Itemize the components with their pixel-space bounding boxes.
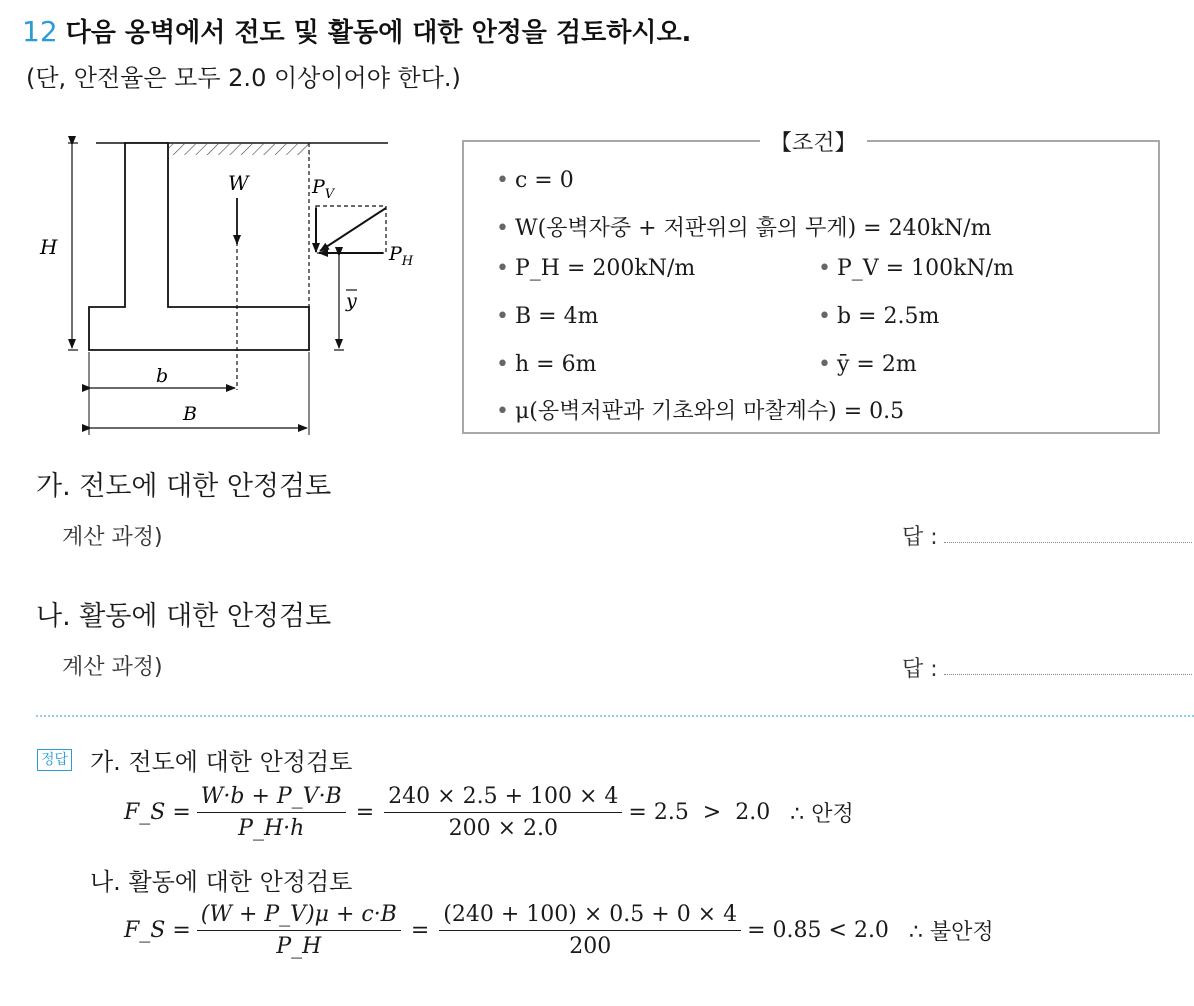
- condition-c: • c = 0: [496, 168, 574, 193]
- conditions-title: 【조건】: [760, 126, 867, 157]
- solution-a-fraction-numeric: [384, 784, 622, 841]
- label-H: H: [40, 235, 58, 259]
- answer-badge: 정답: [37, 749, 72, 771]
- question-a-answer-label: 답 :: [902, 525, 938, 550]
- solution-b-result: = 0.85 < 2.0: [747, 918, 889, 943]
- solution-b-conclusion: ∴ 불안정: [908, 920, 994, 945]
- solution-a-formula: F_S = $\frac{W\cdot b + P\_V\cdot B}{P\_H\cdot h}$ = $\frac{240 \times 2.5 + 100 \times 4}{200 \times 2.0}$ = 2.5 > 2.0 ∴ 안정: [124, 784, 854, 841]
- label-B: B: [183, 403, 197, 425]
- question-b-label: 나. 활동에 대한 안정검토: [36, 601, 332, 632]
- question-a-calc-label: 계산 과정): [62, 525, 163, 550]
- solution-a-heading: 가. 전도에 대한 안정검토: [90, 748, 353, 776]
- problem-note: (단, 안전율은 모두 2.0 이상이어야 한다.): [26, 64, 461, 92]
- problem-title: [22, 12, 691, 49]
- problem-title-text: 다음 옹벽에서 전도 및 활동에 대한 안정을 검토하시오.: [65, 18, 692, 48]
- solution-b-frac2-den: 200: [569, 934, 612, 959]
- soil-hatch: [168, 143, 310, 155]
- solution-b-fraction-numeric: [439, 902, 741, 959]
- question-b-answer-field[interactable]: [944, 674, 1192, 675]
- solution-a-lhs: F_S =: [124, 800, 191, 825]
- condition-B: • B = 4m: [496, 304, 599, 329]
- condition-b: • b = 2.5m: [818, 304, 940, 329]
- question-b-calc-label: 계산 과정): [62, 655, 163, 680]
- solution-a-fraction-symbolic: [197, 784, 346, 841]
- condition-W: • W(옹벽자중 + 저판위의 흙의 무게) = 240kN/m: [496, 216, 992, 241]
- solution-b-formula: F_S = $\frac{(W + P\_V)\mu + c\cdot B}{P\_H}$ = $\frac{(240 + 100) \times 0.5 + 0 \times 4}{200}$ = 0.85 < 2.0 ∴ 불안정: [124, 902, 994, 959]
- condition-PV: • P_V = 100kN/m: [818, 256, 1014, 281]
- solution-b-frac1-den: P_H: [276, 934, 322, 959]
- condition-h: • h = 6m: [496, 352, 597, 377]
- condition-mu: • μ(옹벽저판과 기초와의 마찰계수) = 0.5: [496, 399, 905, 424]
- label-W: W: [228, 171, 249, 195]
- solution-a-frac1-den: P_H·h: [238, 816, 305, 841]
- retaining-wall-diagram: [28, 130, 438, 445]
- label-b: b: [156, 365, 169, 387]
- solution-b-frac2-num: (240 + 100) × 0.5 + 0 × 4: [439, 902, 741, 931]
- question-a-answer-field[interactable]: [944, 542, 1192, 543]
- solution-b-frac1-num: (W + P_V)μ + c·B: [197, 902, 401, 931]
- solution-a-frac2-num: 240 × 2.5 + 100 × 4: [384, 784, 622, 813]
- solution-b-lhs: F_S =: [124, 918, 191, 943]
- label-ybar: y: [346, 290, 357, 312]
- solution-b-fraction-symbolic: [197, 902, 401, 959]
- solution-a-result: = 2.5 > 2.0: [628, 800, 771, 825]
- label-PH: $P_H$: [389, 243, 414, 269]
- section-divider: [36, 715, 1194, 717]
- problem-number: 12: [22, 15, 58, 48]
- question-a-label: 가. 전도에 대한 안정검토: [36, 471, 332, 502]
- wall-outline: [89, 143, 309, 350]
- solution-a-frac2-den: 200 × 2.0: [448, 816, 558, 841]
- question-b-answer-label: 답 :: [902, 657, 938, 682]
- solution-a-frac1-num: W·b + P_V·B: [197, 784, 346, 813]
- label-PV: $P_V$: [312, 176, 335, 202]
- condition-ybar: • ȳ = 2m: [818, 352, 917, 377]
- solution-a-conclusion: ∴ 안정: [790, 802, 854, 827]
- condition-PH: • P_H = 200kN/m: [496, 256, 696, 281]
- solution-b-heading: 나. 활동에 대한 안정검토: [90, 868, 353, 896]
- resultant-arrow: [320, 208, 386, 251]
